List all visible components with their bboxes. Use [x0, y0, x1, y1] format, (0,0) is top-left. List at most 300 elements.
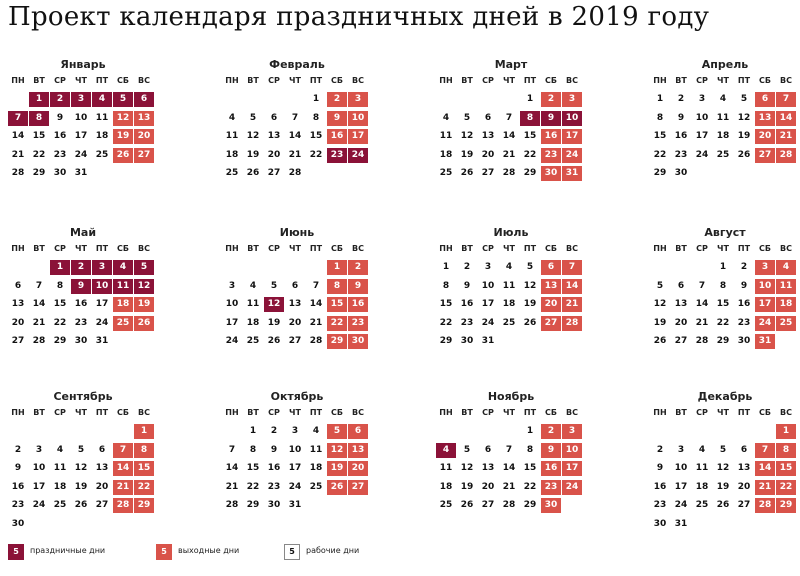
month-name: Февраль — [269, 58, 325, 71]
day-cell: 14 — [755, 461, 775, 476]
day-cell: 18 — [695, 481, 709, 492]
day-cell: 4 — [436, 443, 456, 458]
day-cell: 12 — [74, 463, 88, 473]
day-cell: 9 — [56, 112, 64, 123]
day-cell: 19 — [460, 481, 474, 492]
day-cell: 1 — [249, 426, 257, 436]
day-cell: 2 — [463, 262, 471, 272]
weekday-header: ЧТ — [717, 408, 729, 417]
day-cell: 28 — [113, 498, 133, 513]
legend-label-holiday: праздничные дни — [30, 546, 106, 555]
day-cell: 28 — [309, 336, 323, 346]
day-cell: 19 — [74, 481, 88, 492]
weekday-header: ЧТ — [289, 76, 301, 85]
day-cell: 25 — [246, 336, 260, 346]
weekday-header: ВС — [566, 244, 578, 253]
day-cell: 21 — [309, 317, 323, 328]
day-cell: 23 — [11, 500, 25, 510]
day-cell: 21 — [562, 297, 582, 312]
day-cell: 7 — [113, 443, 133, 458]
month-name: Апрель — [701, 58, 749, 71]
weekday-header: СР — [268, 244, 280, 253]
day-cell: 28 — [776, 148, 796, 163]
day-cell: 21 — [225, 481, 239, 492]
day-cell: 14 — [288, 131, 302, 141]
weekday-header: ВС — [352, 244, 364, 253]
day-cell: 5 — [77, 444, 85, 455]
weekday-header: ЧТ — [75, 244, 87, 253]
day-cell: 22 — [246, 481, 260, 492]
day-cell: 1 — [134, 424, 154, 439]
day-cell: 19 — [737, 131, 751, 141]
day-cell: 28 — [755, 498, 775, 513]
day-cell: 24 — [562, 148, 582, 163]
day-cell: 17 — [674, 481, 688, 492]
day-cell: 9 — [677, 112, 685, 123]
day-cell: 10 — [92, 279, 112, 294]
day-cell: 21 — [11, 149, 25, 160]
day-cell: 25 — [225, 168, 239, 178]
day-cell: 13 — [11, 299, 25, 309]
day-cell: 6 — [348, 424, 368, 439]
day-cell: 25 — [716, 149, 730, 160]
day-cell: 23 — [541, 148, 561, 163]
day-cell: 11 — [309, 444, 323, 455]
day-cell: 18 — [53, 481, 67, 492]
day-cell: 11 — [439, 463, 453, 473]
day-cell: 23 — [348, 316, 368, 331]
day-cell: 17 — [225, 317, 239, 328]
weekday-header: СР — [268, 408, 280, 417]
day-cell: 8 — [56, 280, 64, 291]
legend-label-weekend: выходные дни — [178, 546, 240, 555]
day-cell: 4 — [113, 260, 133, 275]
day-cell: 7 — [8, 111, 28, 126]
day-cell: 25 — [439, 500, 453, 510]
day-cell: 21 — [502, 481, 516, 492]
day-cell: 9 — [656, 463, 664, 473]
day-cell: 22 — [134, 480, 154, 495]
day-cell: 11 — [716, 112, 730, 123]
weekday-header: СБ — [331, 76, 343, 85]
day-cell: 2 — [270, 426, 278, 436]
weekday-header: ПТ — [95, 408, 109, 417]
weekday-header: ПН — [11, 408, 25, 417]
day-cell: 18 — [225, 149, 239, 160]
day-cell: 12 — [134, 279, 154, 294]
month-name: Июнь — [279, 226, 315, 239]
month-name: Ноябрь — [487, 390, 535, 403]
day-cell: 3 — [92, 260, 112, 275]
day-cell: 27 — [674, 336, 688, 346]
day-cell: 4 — [249, 280, 257, 291]
day-cell: 24 — [348, 148, 368, 163]
weekday-header: ВС — [566, 408, 578, 417]
day-cell: 7 — [35, 280, 43, 291]
weekday-header: СБ — [331, 244, 343, 253]
day-cell: 19 — [113, 129, 133, 144]
day-cell: 23 — [460, 317, 474, 328]
day-cell: 3 — [484, 262, 492, 272]
day-cell: 13 — [755, 111, 775, 126]
day-cell: 17 — [288, 463, 302, 473]
day-cell: 19 — [523, 299, 537, 309]
day-cell: 12 — [653, 299, 667, 309]
day-cell: 24 — [755, 316, 775, 331]
day-cell: 3 — [677, 444, 685, 455]
day-cell: 4 — [698, 444, 706, 455]
weekday-header: ПН — [11, 244, 25, 253]
day-cell: 3 — [562, 92, 582, 107]
month-name: Май — [69, 226, 97, 239]
day-cell: 9 — [327, 111, 347, 126]
day-cell: 9 — [348, 279, 368, 294]
day-cell: 10 — [562, 111, 582, 126]
day-cell: 10 — [225, 299, 239, 309]
day-cell: 28 — [11, 168, 25, 178]
day-cell: 15 — [439, 299, 453, 309]
day-cell: 9 — [14, 463, 22, 473]
day-cell: 10 — [755, 279, 775, 294]
day-cell: 17 — [562, 461, 582, 476]
day-cell: 8 — [249, 444, 257, 455]
day-cell: 28 — [502, 500, 516, 510]
weekday-header: СР — [54, 244, 66, 253]
day-cell: 29 — [653, 168, 667, 178]
weekday-header: ВТ — [247, 408, 259, 417]
day-cell: 12 — [460, 131, 474, 141]
day-cell: 20 — [11, 317, 25, 328]
weekday-header: ПН — [225, 76, 239, 85]
month-name: Август — [704, 226, 746, 239]
day-cell: 5 — [463, 112, 471, 123]
day-cell: 31 — [95, 336, 109, 346]
day-cell: 21 — [695, 317, 709, 328]
day-cell: 14 — [113, 461, 133, 476]
day-cell: 25 — [502, 317, 516, 328]
day-cell: 11 — [776, 279, 796, 294]
day-cell: 31 — [481, 336, 495, 346]
weekday-header: СБ — [545, 76, 557, 85]
day-cell: 15 — [653, 131, 667, 141]
day-cell: 11 — [439, 131, 453, 141]
day-cell: 26 — [653, 336, 667, 346]
day-cell: 23 — [737, 317, 751, 328]
day-cell: 4 — [312, 426, 320, 436]
day-cell: 15 — [246, 463, 260, 473]
day-cell: 5 — [719, 444, 727, 455]
day-cell: 20 — [288, 317, 302, 328]
day-cell: 4 — [92, 92, 112, 107]
weekday-header: ЧТ — [717, 244, 729, 253]
day-cell: 17 — [755, 297, 775, 312]
day-cell: 15 — [776, 461, 796, 476]
day-cell: 8 — [656, 112, 664, 123]
day-cell: 9 — [740, 280, 748, 291]
weekday-header: СБ — [117, 408, 129, 417]
day-cell: 17 — [95, 299, 109, 309]
day-cell: 3 — [35, 444, 43, 455]
day-cell: 19 — [460, 149, 474, 160]
day-cell: 7 — [698, 280, 706, 291]
day-cell: 15 — [309, 131, 323, 141]
day-cell: 6 — [270, 112, 278, 123]
day-cell: 12 — [737, 112, 751, 123]
day-cell: 30 — [653, 518, 667, 529]
day-cell: 20 — [674, 317, 688, 328]
day-cell: 7 — [228, 444, 236, 455]
day-cell: 13 — [134, 111, 154, 126]
day-cell: 9 — [463, 280, 471, 291]
day-cell: 2 — [14, 444, 22, 455]
day-cell: 29 — [776, 498, 796, 513]
legend-swatch-holiday: 5 — [8, 544, 24, 560]
day-cell: 13 — [674, 299, 688, 309]
day-cell: 26 — [267, 336, 281, 346]
weekday-header: ВС — [138, 408, 150, 417]
weekday-header: ВС — [352, 408, 364, 417]
month-name: Октябрь — [270, 390, 324, 403]
day-cell: 28 — [32, 336, 46, 346]
weekday-header: ПН — [653, 408, 667, 417]
weekday-header: ПТ — [523, 76, 537, 85]
day-cell: 11 — [113, 279, 133, 294]
day-cell: 20 — [737, 481, 751, 492]
day-cell: 20 — [267, 149, 281, 160]
day-cell: 7 — [312, 280, 320, 291]
day-cell: 1 — [656, 94, 664, 104]
day-cell: 9 — [541, 111, 561, 126]
day-cell: 25 — [776, 316, 796, 331]
day-cell: 9 — [71, 279, 91, 294]
day-cell: 24 — [225, 336, 239, 346]
day-cell: 26 — [327, 480, 347, 495]
day-cell: 7 — [562, 260, 582, 275]
day-cell: 15 — [716, 299, 730, 309]
day-cell: 13 — [348, 443, 368, 458]
day-cell: 15 — [327, 297, 347, 312]
day-cell: 26 — [460, 500, 474, 510]
day-cell: 19 — [246, 149, 260, 160]
day-cell: 12 — [460, 463, 474, 473]
day-cell: 16 — [460, 299, 474, 309]
weekday-header: ЧТ — [75, 408, 87, 417]
day-cell: 27 — [348, 480, 368, 495]
weekday-header: ВС — [566, 76, 578, 85]
day-cell: 5 — [463, 444, 471, 455]
day-cell: 13 — [541, 279, 561, 294]
day-cell: 18 — [246, 317, 260, 328]
weekday-header: СБ — [117, 244, 129, 253]
day-cell: 15 — [53, 299, 67, 309]
day-cell: 22 — [327, 316, 347, 331]
day-cell: 24 — [695, 149, 709, 160]
day-cell: 3 — [228, 280, 236, 291]
day-cell: 2 — [71, 260, 91, 275]
day-cell: 27 — [481, 168, 495, 178]
weekday-header: СР — [482, 408, 494, 417]
day-cell: 4 — [505, 262, 513, 272]
day-cell: 14 — [225, 463, 239, 473]
weekday-header: ПН — [439, 76, 453, 85]
weekday-header: ВТ — [33, 244, 45, 253]
day-cell: 5 — [134, 260, 154, 275]
day-cell: 8 — [526, 444, 534, 455]
day-cell: 24 — [674, 500, 688, 510]
weekday-header: ВТ — [461, 408, 473, 417]
weekday-header: ВТ — [675, 408, 687, 417]
weekday-header: ВТ — [247, 76, 259, 85]
day-cell: 15 — [32, 131, 46, 141]
day-cell: 28 — [225, 500, 239, 510]
day-cell: 10 — [348, 111, 368, 126]
day-cell: 10 — [562, 443, 582, 458]
weekday-header: СР — [482, 244, 494, 253]
day-cell: 1 — [327, 260, 347, 275]
weekday-header: ВТ — [33, 408, 45, 417]
day-cell: 22 — [309, 149, 323, 160]
day-cell: 30 — [53, 168, 67, 178]
day-cell: 2 — [50, 92, 70, 107]
day-cell: 30 — [674, 168, 688, 178]
weekday-header: СР — [696, 244, 708, 253]
weekday-header: СР — [268, 76, 280, 85]
weekday-header: СБ — [545, 244, 557, 253]
day-cell: 16 — [541, 129, 561, 144]
day-cell: 5 — [327, 424, 347, 439]
day-cell: 3 — [698, 94, 706, 104]
day-cell: 14 — [776, 111, 796, 126]
day-cell: 30 — [737, 336, 751, 346]
weekday-header: ВС — [780, 244, 792, 253]
day-cell: 27 — [481, 500, 495, 510]
weekday-header: ВТ — [247, 244, 259, 253]
day-cell: 1 — [776, 424, 796, 439]
day-cell: 23 — [267, 481, 281, 492]
day-cell: 3 — [755, 260, 775, 275]
day-cell: 21 — [502, 149, 516, 160]
weekday-header: СР — [696, 408, 708, 417]
day-cell: 4 — [56, 444, 64, 455]
day-cell: 8 — [312, 112, 320, 123]
day-cell: 4 — [776, 260, 796, 275]
day-cell: 18 — [439, 481, 453, 492]
day-cell: 13 — [737, 463, 751, 473]
day-cell: 2 — [327, 92, 347, 107]
day-cell: 25 — [113, 316, 133, 331]
day-cell: 16 — [267, 463, 281, 473]
day-cell: 25 — [439, 168, 453, 178]
day-cell: 4 — [228, 112, 236, 123]
day-cell: 7 — [776, 92, 796, 107]
day-cell: 24 — [95, 317, 109, 328]
day-cell: 23 — [74, 317, 88, 328]
weekday-header: ЧТ — [289, 244, 301, 253]
month-name: Март — [494, 58, 528, 71]
day-cell: 13 — [95, 463, 109, 473]
day-cell: 19 — [267, 317, 281, 328]
day-cell: 14 — [502, 131, 516, 141]
month-name: Декабрь — [697, 390, 753, 403]
weekday-header: ЧТ — [75, 76, 87, 85]
day-cell: 21 — [113, 480, 133, 495]
day-cell: 27 — [134, 148, 154, 163]
weekday-header: СБ — [117, 76, 129, 85]
month-name: Сентябрь — [53, 390, 113, 403]
day-cell: 1 — [526, 94, 534, 104]
day-cell: 18 — [502, 299, 516, 309]
day-cell: 10 — [695, 112, 709, 123]
weekday-header: ПТ — [95, 244, 109, 253]
month-name: Июль — [493, 226, 529, 239]
weekday-header: ПТ — [523, 408, 537, 417]
day-cell: 17 — [562, 129, 582, 144]
day-cell: 20 — [755, 129, 775, 144]
weekday-header: ПТ — [523, 244, 537, 253]
day-cell: 5 — [526, 262, 534, 272]
weekday-header: СР — [482, 76, 494, 85]
day-cell: 24 — [562, 480, 582, 495]
day-cell: 31 — [755, 334, 775, 349]
day-cell: 1 — [50, 260, 70, 275]
day-cell: 22 — [439, 317, 453, 328]
day-cell: 7 — [505, 112, 513, 123]
weekday-header: ПТ — [737, 244, 751, 253]
day-cell: 18 — [439, 149, 453, 160]
day-cell: 16 — [11, 481, 25, 492]
day-cell: 5 — [740, 94, 748, 104]
day-cell: 13 — [288, 299, 302, 309]
day-cell: 26 — [523, 317, 537, 328]
day-cell: 5 — [656, 280, 664, 291]
day-cell: 12 — [113, 111, 133, 126]
day-cell: 30 — [348, 334, 368, 349]
weekday-header: ПТ — [737, 408, 751, 417]
day-cell: 3 — [562, 424, 582, 439]
weekday-header: ВТ — [675, 76, 687, 85]
day-cell: 6 — [484, 444, 492, 455]
day-cell: 27 — [541, 316, 561, 331]
weekday-header: ПН — [653, 76, 667, 85]
day-cell: 27 — [755, 148, 775, 163]
day-cell: 31 — [288, 500, 302, 510]
day-cell: 13 — [267, 131, 281, 141]
day-cell: 21 — [32, 317, 46, 328]
day-cell: 13 — [481, 463, 495, 473]
day-cell: 9 — [270, 444, 278, 455]
day-cell: 6 — [541, 260, 561, 275]
day-cell: 26 — [113, 148, 133, 163]
day-cell: 5 — [113, 92, 133, 107]
day-cell: 22 — [53, 317, 67, 328]
day-cell: 7 — [755, 443, 775, 458]
day-cell: 30 — [541, 166, 561, 181]
day-cell: 14 — [309, 299, 323, 309]
day-cell: 12 — [716, 463, 730, 473]
day-cell: 8 — [719, 280, 727, 291]
day-cell: 15 — [523, 463, 537, 473]
day-cell: 3 — [71, 92, 91, 107]
day-cell: 12 — [327, 443, 347, 458]
day-cell: 11 — [695, 463, 709, 473]
day-cell: 28 — [502, 168, 516, 178]
day-cell: 2 — [677, 94, 685, 104]
day-cell: 23 — [53, 149, 67, 160]
day-cell: 28 — [288, 168, 302, 178]
day-cell: 24 — [74, 149, 88, 160]
day-cell: 31 — [74, 168, 88, 178]
day-cell: 26 — [460, 168, 474, 178]
